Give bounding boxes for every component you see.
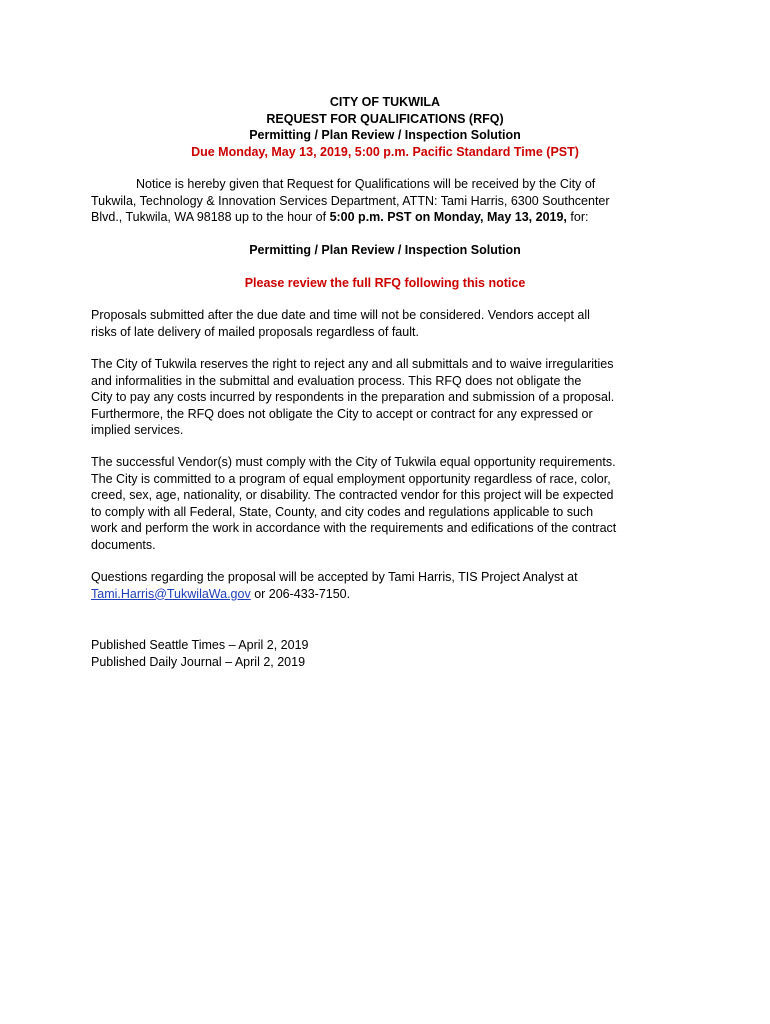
questions-paragraph (91, 569, 691, 602)
paragraph-line: Furthermore, the RFQ does not obligate the City to accept or contract for any expressed or (91, 406, 593, 421)
notice-line-3-end: for: (566, 210, 589, 224)
questions-line-2 (91, 586, 691, 603)
paragraph-line: work and perform the work in accordance with the requirements and edifications of the contract (91, 521, 617, 535)
email-link[interactable]: Tami.Harris@TukwilaWa.gov (91, 586, 251, 601)
paragraph-line: creed, sex, age, nationality, or disability. The contracted vendor for this project will be expected (91, 488, 614, 502)
notice-deadline: 5:00 p.m. PST on Monday, May 13, 2019, (329, 210, 567, 224)
paragraph-line: City to pay any costs incurred by respondents in the preparation and submission of a proposal. (91, 390, 615, 404)
review-notice: Please review the full RFQ following this notice (244, 276, 526, 290)
city-title: CITY OF TUKWILA (329, 95, 441, 109)
notice-line-3 (91, 209, 691, 226)
paragraph-line: The City of Tukwila reserves the right to reject any and all submittals and to waive irregularities (91, 357, 614, 371)
paragraph-line: documents. (91, 537, 156, 552)
notice-line-1: Notice is hereby given that Request for Qualifications will be received by the City of (136, 177, 596, 191)
questions-line-1: Questions regarding the proposal will be accepted by Tami Harris, TIS Project Analyst at (91, 570, 578, 584)
phone-text: or 206-433-7150. (250, 586, 351, 601)
rights-paragraph (91, 356, 691, 439)
rfq-title: REQUEST FOR QUALIFICATIONS (RFQ) (266, 111, 504, 126)
publication-notes (91, 637, 691, 670)
paragraph-line: to comply with all Federal, State, County, and city codes and regulations applicable to such (91, 504, 594, 519)
solution-title: Permitting / Plan Review / Inspection Solution (249, 128, 521, 142)
published-daily-journal: Published Daily Journal – April 2, 2019 (91, 654, 306, 669)
paragraph-line: implied services. (91, 423, 184, 437)
notice-paragraph (91, 176, 691, 226)
due-date-line: Due Monday, May 13, 2019, 5:00 p.m. Pacific Standard Time (PST) (191, 144, 579, 159)
paragraph-line: The successful Vendor(s) must comply with the City of Tukwila equal opportunity requirements. (91, 455, 616, 469)
paragraph-line: Proposals submitted after the due date and time will not be considered. Vendors accept all (91, 308, 590, 322)
paragraph-line: The City is committed to a program of equal employment opportunity regardless of race, color, (91, 471, 611, 486)
vendor-requirements-paragraph (91, 454, 691, 553)
solution-heading: Permitting / Plan Review / Inspection Solution (249, 243, 521, 257)
paragraph-line: risks of late delivery of mailed proposals regardless of fault. (91, 324, 419, 339)
late-proposals-paragraph (91, 307, 691, 340)
document-header (0, 94, 770, 160)
published-seattle-times: Published Seattle Times – April 2, 2019 (91, 638, 309, 652)
notice-line-3-text: Blvd., Tukwila, WA 98188 up to the hour of (91, 210, 330, 224)
notice-line-2: Tukwila, Technology & Innovation Services Department, ATTN: Tami Harris, 6300 Southcenter (91, 193, 610, 208)
paragraph-line: and informalities in the submittal and evaluation process. This RFQ does not obligate the (91, 373, 582, 388)
